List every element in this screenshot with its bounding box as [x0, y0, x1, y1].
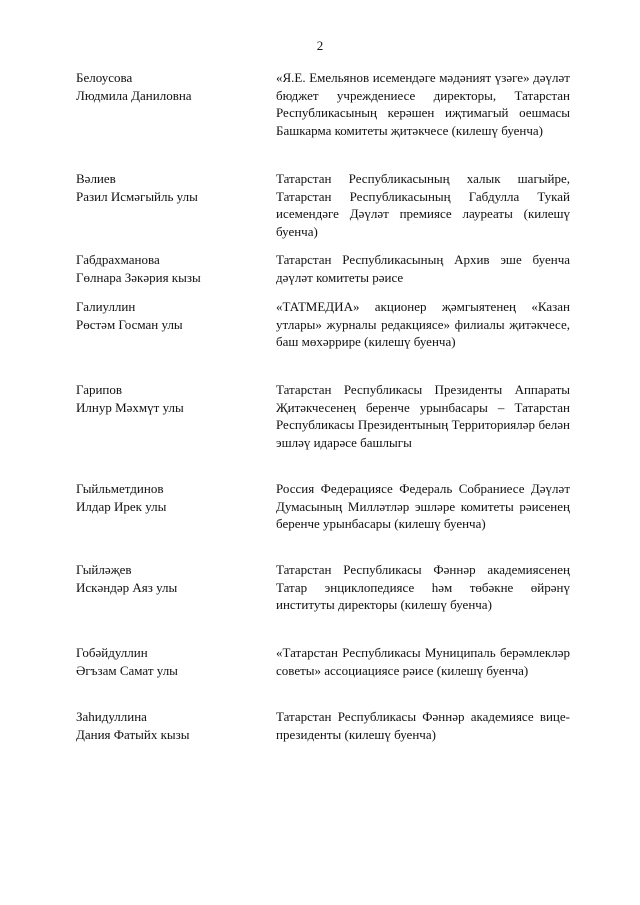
member-given-name: Людмила Даниловна: [76, 87, 192, 103]
member-position: Татарстан Республикасының Архив эше буенча дәүләт комитеты рәисе: [276, 252, 570, 285]
member-name: [76, 298, 256, 333]
member-given-name: Разил Исмәгыйль улы: [76, 188, 198, 204]
member-position: «Я.Е. Емельянов исемендәге мәдәният үзәге» дәүләт бюджет учреждениесе директоры, Татарстан Республикасының керәшен иҗтимагый оешмасы Башкарма комитеты җитәкчесе (килешү буенча): [276, 70, 570, 138]
member-surname: Габдрахманова: [76, 252, 160, 267]
member-name: [76, 708, 256, 743]
member-surname: Заһидуллина: [76, 709, 147, 724]
member-given-name: Искәндәр Аяз улы: [76, 579, 178, 595]
member-given-name: Рөстәм Госман улы: [76, 316, 183, 332]
member-surname: Гыйльметдинов: [76, 481, 164, 496]
member-surname: Гыйләҗев: [76, 562, 132, 577]
member-name: [76, 561, 256, 596]
member-given-name: Илдар Ирек улы: [76, 498, 167, 514]
member-position: «ТАТМЕДИА» акционер җәмгыятенең «Казан утлары» журналы редакциясе» филиалы җитәкчесе, баш мөхәррире (килешү буенча): [276, 299, 570, 349]
member-position: «Татарстан Республикасы Муниципаль берәмлекләр советы» ассоциациясе рәисе (килешү буенча): [276, 645, 570, 678]
member-name: [76, 170, 256, 205]
member-surname: Гобәйдуллин: [76, 645, 148, 660]
member-position: Россия Федерациясе Федераль Собраниесе Дәүләт Думасының Милләтләр эшләре комитеты рәисенең беренче урынбасары (килешү буенча): [276, 481, 570, 531]
member-surname: Белоусова: [76, 70, 133, 85]
member-surname: Галиуллин: [76, 299, 136, 314]
member-position: Татарстан Республикасы Фәннәр академиясенең Татар энциклопедиясе һәм төбәкне өйрәнү институты директоры (килешү буенча): [276, 562, 570, 612]
member-given-name: Гөлнара Зәкәрия кызы: [76, 269, 201, 285]
member-given-name: Илнур Мәхмүт улы: [76, 399, 184, 415]
member-name: [76, 251, 256, 286]
member-position: Татарстан Республикасы Фәннәр академиясе вице-президенты (килешү буенча): [276, 709, 570, 742]
member-given-name: Әгъзам Самат улы: [76, 662, 178, 678]
member-surname: Гарипов: [76, 382, 123, 397]
member-position: Татарстан Республикасының халык шагыйре, Татарстан Республикасының Габдулла Тукай исемендәге Дәүләт премиясе лауреаты (килешү буенча): [276, 171, 570, 239]
member-surname: Вәлиев: [76, 171, 116, 186]
member-name: [76, 480, 256, 515]
member-name: [76, 644, 256, 679]
member-name: [76, 381, 256, 416]
page-number: 2: [316, 38, 324, 53]
member-name: [76, 69, 256, 104]
member-position: Татарстан Республикасы Президенты Аппараты Җитәкчесенең беренче урынбасары – Татарстан Республикасы Президентының Территорияләр белән эшләү идарәсе башлыгы: [276, 382, 570, 450]
member-given-name: Дания Фатыйх кызы: [76, 726, 190, 742]
